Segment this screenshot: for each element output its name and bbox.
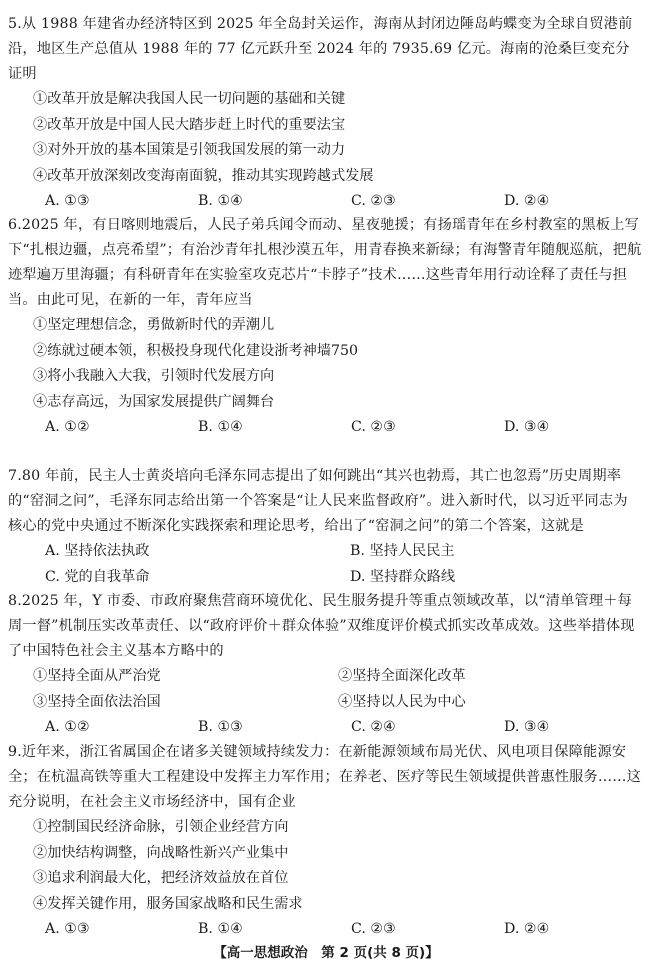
question-5: [8, 12, 642, 214]
page-footer: 【高一思想政治 第 2 页(共 8 页)】: [213, 945, 439, 961]
question-8-option-1: ①坚持全面从严治党: [33, 668, 161, 684]
question-8-choice-a: A. ①②: [45, 719, 90, 735]
question-5-choice-a: A. ①③: [45, 193, 90, 210]
question-9-option-3: ③追求利润最大化，把经济效益放在首位: [33, 870, 289, 887]
question-8-option-2: ②坚持全面深化改革: [338, 668, 466, 684]
question-7: [8, 464, 642, 590]
question-8-option-3: ③坚持全面依法治国: [33, 693, 161, 710]
question-6-option-2: ②练就过硬本领，积极投身现代化建设浙考神墙750: [33, 342, 359, 359]
question-8-stem: 8.2025 年，Y 市委、市政府聚焦营商环境优化、民生服务提升等重点领域改革，以“清单管理＋每周一督”机制压实改革责任、以“政府评价＋群众体验”双维度评价模式抓实改革成效。这些举措体现了中国特色社会主义基本方略中的: [8, 593, 635, 659]
question-8-option-4: ④坚持以人民为中心: [338, 693, 466, 710]
question-8-choices: [8, 715, 642, 740]
question-7-option-c: C. 党的自我革命: [45, 568, 150, 585]
question-6-choice-c: C. ②③: [351, 419, 396, 436]
question-5-option-3: ③对外开放的基本国策是引领我国发展的第一动力: [33, 142, 346, 159]
question-6-choices: [8, 415, 642, 440]
question-8-choice-d: D. ③④: [504, 719, 550, 735]
question-8-options: [8, 664, 642, 715]
question-9-option-2: ②加快结构调整，向战略性新兴产业集中: [33, 844, 289, 861]
question-6-stem: 6.2025 年，有日喀则地震后，人民子弟兵闻令而动、星夜驰援；有扬瑶青年在乡村教室的黑板上写下“扎根边疆，点亮希望”；有治沙青年扎根沙漠五年，用青春换来新绿；有海警青年随舰巡航，把航迹犁遍万里海疆；有科研青年在实验室攻克芯片“卡脖子”技术……这些青年用行动诠释了责任与担当。由此可见，在新的一年，青年应当: [8, 217, 642, 308]
question-5-choice-d: D. ②④: [504, 193, 550, 210]
question-6-option-3: ③将小我融入大我，引领时代发展方向: [33, 368, 275, 385]
question-6-choice-a: A. ①②: [45, 419, 90, 436]
question-5-choices: [8, 189, 642, 214]
question-5-stem: 5.从 1988 年建省办经济特区到 2025 年全岛封关运作，海南从封闭边陲岛屿蝶变为全球自贸港前沿，地区生产总值从 1988 年的 77 亿元跃升至 2024 年的 7935.69 亿元。海南的沧桑巨变充分证明: [8, 16, 633, 82]
question-9-choice-d: D. ②④: [504, 921, 550, 938]
question-7-option-d: D. 坚持群众路线: [350, 568, 456, 585]
question-9-option-4: ④发挥关键作用，服务国家战略和民生需求: [33, 895, 303, 912]
question-5-option-2: ②改革开放是中国人民大踏步赶上时代的重要法宝: [33, 116, 346, 133]
question-7-option-b: B. 坚持人民民主: [350, 543, 455, 559]
question-8: [8, 589, 642, 740]
question-9-choice-a: A. ①③: [45, 921, 90, 938]
question-9: [8, 740, 642, 942]
question-5-option-4: ④改革开放深刻改变海南面貌，推动其实现跨越式发展: [33, 167, 374, 184]
question-7-option-a: A. 坚持依法执政: [45, 543, 150, 559]
question-9-stem: 9.近年来，浙江省属国企在诸多关键领域持续发力：在新能源领域布局光伏、风电项目保障能源安全；在杭温高铁等重大工程建设中发挥主力军作用；在养老、医疗等民生领域提供普惠性服务……这充分说明，在社会主义市场经济中，国有企业: [8, 744, 642, 810]
question-7-stem: 7.80 年前，民主人士黄炎培向毛泽东同志提出了如何跳出“其兴也勃焉，其亡也忽焉”历史周期率的“窑洞之问”，毛泽东同志给出第一个答案是“让人民来监督政府”。进入新时代，以习近平同志为核心的党中央通过不断深化实践探索和理论思考，给出了“窑洞之问”的第二个答案，这就是: [8, 468, 628, 534]
question-7-options: [8, 539, 642, 590]
question-5-choice-c: C. ②③: [351, 193, 396, 210]
question-6-choice-b: B. ①④: [198, 419, 243, 436]
question-6-choice-d: D. ③④: [504, 419, 550, 436]
question-8-choice-b: B. ①③: [198, 719, 243, 735]
question-6-option-4: ④志存高远，为国家发展提供广阔舞台: [33, 393, 275, 410]
question-5-option-1: ①改革开放是解决我国人民一切问题的基础和关键: [33, 91, 346, 107]
question-9-choice-c: C. ②③: [351, 921, 396, 938]
question-6-option-1: ①坚定理想信念，勇做新时代的弄潮儿: [33, 317, 275, 333]
question-9-choice-b: B. ①④: [198, 921, 243, 938]
question-9-option-1: ①控制国民经济命脉，引领企业经营方向: [33, 819, 289, 835]
question-6: [8, 213, 642, 440]
question-5-choice-b: B. ①④: [198, 193, 243, 210]
question-8-choice-c: C. ②④: [351, 719, 396, 735]
question-9-choices: [8, 917, 642, 942]
